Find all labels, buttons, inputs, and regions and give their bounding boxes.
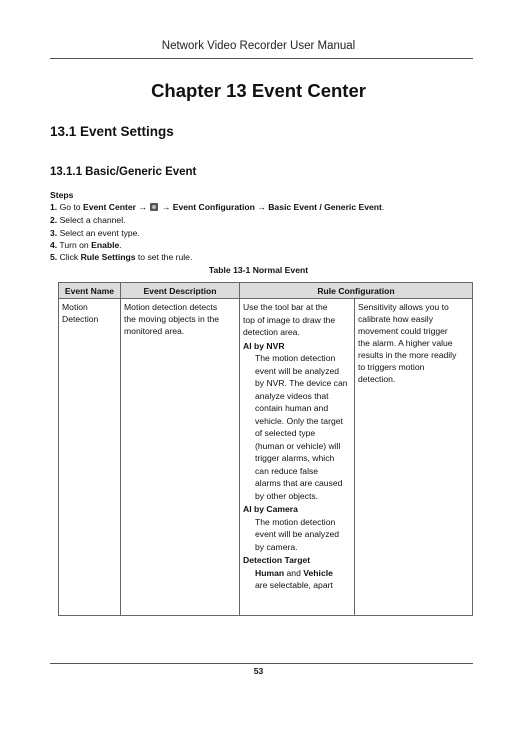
detection-target-title: Detection Target xyxy=(243,555,311,565)
ai-by-nvr-text xyxy=(243,352,351,502)
cell-line: event will be analyzed xyxy=(255,529,340,539)
cell-line: Sensitivity allows you to xyxy=(358,302,449,312)
step-bold: Event Center → xyxy=(82,202,150,212)
cell-line: by other objects. xyxy=(255,490,319,501)
step-text: . xyxy=(119,240,122,250)
section-heading: 13.1 Event Settings xyxy=(50,124,174,139)
cell-line: monitored area. xyxy=(124,326,185,336)
cell-line: Detection xyxy=(62,314,99,324)
cell-line xyxy=(255,567,351,580)
gear-icon xyxy=(150,203,158,211)
cell-line: Motion detection detects xyxy=(124,302,218,312)
sensitivity-cell xyxy=(355,299,473,616)
vehicle-label: Vehicle xyxy=(303,567,333,578)
cell-line: Motion xyxy=(62,302,88,312)
cell-line: The motion detection xyxy=(255,516,336,527)
column-header: Event Description xyxy=(121,283,240,299)
footer-divider xyxy=(50,663,473,664)
ai-by-camera-text xyxy=(243,516,351,554)
normal-event-table xyxy=(58,282,473,616)
column-header: Rule Configuration xyxy=(240,283,473,299)
ai-by-nvr-title: AI by NVR xyxy=(243,340,285,351)
column-header: Event Name xyxy=(59,283,121,299)
cell-line: calibrate how easily xyxy=(358,314,433,324)
step-text: Select an event type. xyxy=(59,228,140,238)
cell-line: alarms that are caused xyxy=(255,478,343,488)
cell-line: (human or vehicle) will xyxy=(255,440,341,451)
table-header-row xyxy=(59,283,473,299)
step-2 xyxy=(50,215,126,225)
table-caption: Table 13-1 Normal Event xyxy=(208,265,309,275)
ai-by-camera-title: AI by Camera xyxy=(243,504,298,514)
human-label: Human xyxy=(255,567,285,578)
cell-line: can reduce false xyxy=(255,465,319,476)
step-5 xyxy=(50,252,192,262)
step-text: . xyxy=(381,202,385,212)
chapter-title: Chapter 13 Event Center xyxy=(151,80,366,101)
cell-line: The motion detection xyxy=(255,353,336,363)
cell-line: movement could trigger xyxy=(358,326,448,336)
cell-line: detection area. xyxy=(243,327,300,337)
page-number: 53 xyxy=(253,666,264,676)
step-number: 3. xyxy=(50,228,58,238)
event-name-cell xyxy=(59,299,121,616)
cell-line: vehicle. Only the target xyxy=(255,415,343,426)
detection-target-text xyxy=(243,567,351,592)
step-number: 2. xyxy=(50,215,58,225)
header-divider xyxy=(50,58,473,59)
cell-line: the alarm. A higher value xyxy=(358,338,453,348)
cell-line: event will be analyzed xyxy=(255,365,340,376)
step-number: 1. xyxy=(50,202,58,212)
cell-line: are selectable, apart xyxy=(255,580,333,590)
subsection-heading: 13.1.1 Basic/Generic Event xyxy=(50,166,197,178)
cell-line: of selected type xyxy=(255,428,316,438)
rule-configuration-cell xyxy=(240,299,355,616)
steps-title: Steps xyxy=(50,190,74,200)
step-text: Click xyxy=(59,252,81,262)
cell-line: to triggers motion xyxy=(358,362,425,372)
step-bold: Enable xyxy=(91,240,120,250)
cell-line: the moving objects in the xyxy=(124,314,220,324)
running-header: Network Video Recorder User Manual xyxy=(161,40,356,52)
cell-line: by camera. xyxy=(255,541,298,552)
step-text: to set the rule. xyxy=(135,252,193,262)
cell-line: Use the tool bar at the xyxy=(243,302,328,312)
step-bold: Rule Settings xyxy=(80,252,136,262)
step-3 xyxy=(50,228,140,238)
cell-line: analyze videos that xyxy=(255,390,329,401)
cell-line: top of image to draw the xyxy=(243,314,336,325)
cell-line: by NVR. The device can xyxy=(255,378,348,388)
step-text: Select a channel. xyxy=(59,215,126,225)
cell-line: detection. xyxy=(358,374,396,384)
cell-line: trigger alarms, which xyxy=(255,453,335,463)
cell-text: and xyxy=(284,567,304,578)
step-text: Turn on xyxy=(59,240,92,250)
cell-line: results in the more readily xyxy=(358,350,457,360)
step-1 xyxy=(50,202,384,212)
step-text: Go to xyxy=(59,202,83,212)
step-number: 5. xyxy=(50,252,58,262)
step-bold: → Event Configuration → Basic Event / Generic Event xyxy=(159,202,382,212)
table-row xyxy=(59,299,473,616)
step-number: 4. xyxy=(50,240,58,250)
event-description-cell xyxy=(121,299,240,616)
step-4 xyxy=(50,240,122,250)
cell-line: contain human and xyxy=(255,403,329,413)
